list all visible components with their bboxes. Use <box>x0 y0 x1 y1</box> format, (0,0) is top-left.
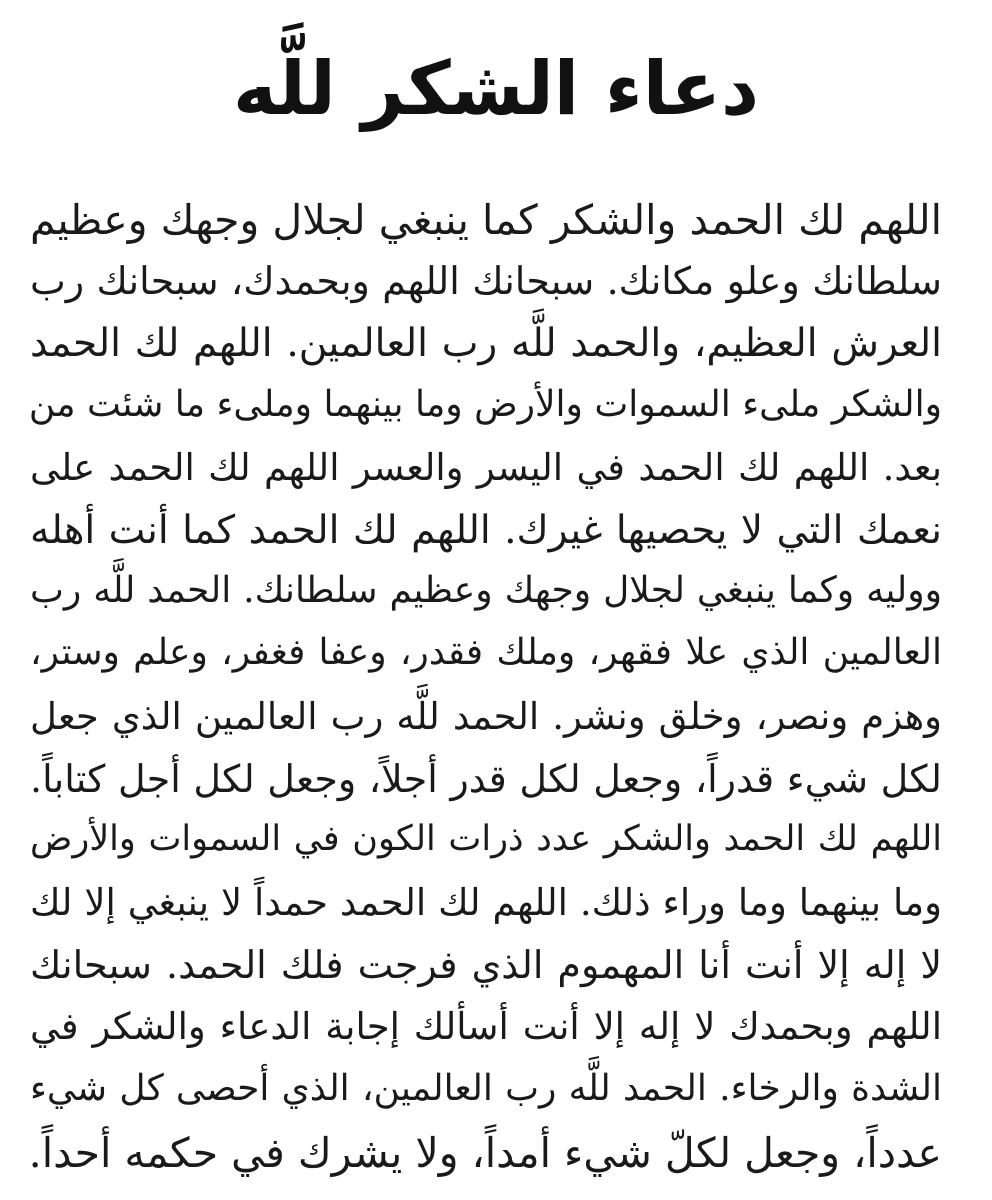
page-title: دعاء الشكر للَّه <box>232 46 760 132</box>
text-line: اللهم وبحمدك لا إله إلا أنت أسألك إجابة الدعاء والشكر في <box>30 1005 942 1049</box>
text-line: سلطانك وعلو مكانك. سبحانك اللهم وبحمدك، سبحانك رب <box>30 259 942 304</box>
text-line: نعمك التي لا يحصيها غيرك. اللهم لك الحمد كما أنت أهله <box>30 507 942 553</box>
text-line: بعد. اللهم لك الحمد في اليسر والعسر اللهم لك الحمد على <box>30 445 942 489</box>
text-line: عدداً، وجعل لكلّ شيء أمداً، ولا يشرك في حكمه أحداً. <box>28 1128 942 1177</box>
text-line: العرش العظيم، والحمد للَّه رب العالمين. اللهم لك الحمد <box>30 321 942 367</box>
text-line: اللهم لك الحمد والشكر كما ينبغي لجلال وجهك وعظيم <box>30 196 942 244</box>
text-line: العالمين الذي علا فقهر، وملك فقدر، وعفا فغفر، وعلم وستر، <box>30 632 942 674</box>
text-line: والشكر ملىء السموات والأرض وما بينهما وملىء ما شئت من <box>28 383 942 425</box>
text-line: ووليه وكما ينبغي لجلال وجهك وعظيم سلطانك. الحمد للَّه رب <box>30 570 942 612</box>
text-line: اللهم لك الحمد والشكر عدد ذرات الكون في السموات والأرض <box>30 818 942 859</box>
text-line: وهزم ونصر، وخلق ونشر. الحمد للَّه رب العالمين الذي جعل <box>30 694 942 738</box>
text-line: الشدة والرخاء. الحمد للَّه رب العالمين، الذي أحصى كل شيء <box>30 1067 942 1109</box>
dua-text-block <box>28 196 942 1195</box>
text-line: وما بينهما وما وراء ذلك. اللهم لك الحمد حمداً لا ينبغي إلا لك <box>30 881 942 925</box>
text-line: لكل شيء قدراً، وجعل لكل قدر أجلاً، وجعل لكل أجل كتاباً. <box>30 756 942 801</box>
text-line: لا إله إلا أنت أنا المهموم الذي فرجت فلك الحمد. سبحانك <box>30 943 942 988</box>
